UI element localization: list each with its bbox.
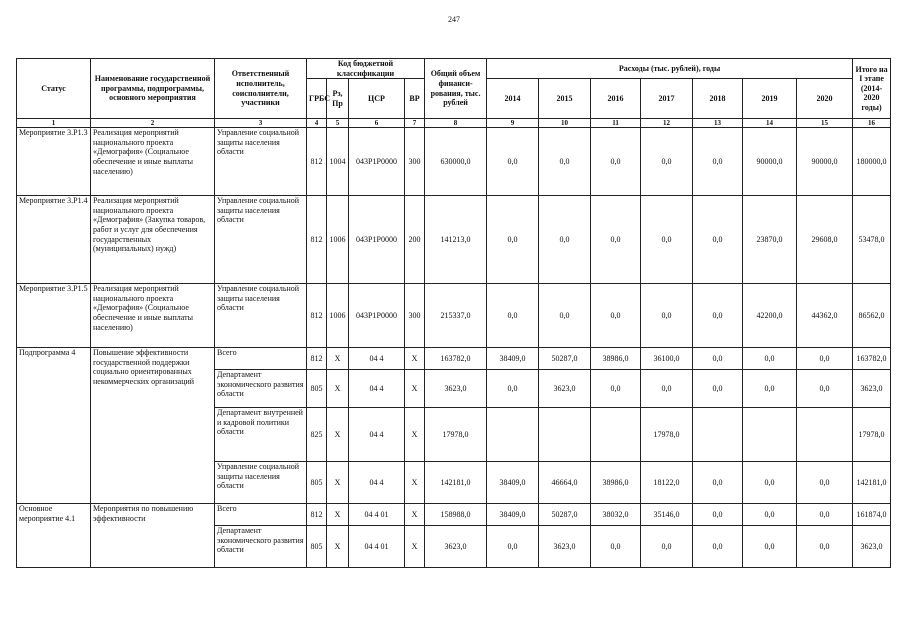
row-year-value: 35146,0 bbox=[641, 504, 693, 526]
row-year-value: 0,0 bbox=[797, 348, 853, 370]
column-number: 13 bbox=[693, 119, 743, 128]
row-csr: 04 4 bbox=[349, 462, 405, 504]
row-stage-total: 142181,0 bbox=[853, 462, 891, 504]
header-grbs: ГРБС bbox=[307, 79, 327, 119]
header-year: 2017 bbox=[641, 79, 693, 119]
row-stage-total: 53478,0 bbox=[853, 196, 891, 284]
column-number: 16 bbox=[853, 119, 891, 128]
row-year-value: 0,0 bbox=[743, 462, 797, 504]
row-year-value: 0,0 bbox=[693, 504, 743, 526]
row-year-value: 36100,0 bbox=[641, 348, 693, 370]
row-year-value: 0,0 bbox=[693, 128, 743, 196]
row-year-value: 0,0 bbox=[693, 196, 743, 284]
row-year-value: 0,0 bbox=[641, 526, 693, 568]
row-total: 630000,0 bbox=[425, 128, 487, 196]
row-csr: 043Р1Р0000 bbox=[349, 128, 405, 196]
row-year-value: 46664,0 bbox=[539, 462, 591, 504]
row-csr: 04 4 bbox=[349, 370, 405, 408]
row-year-value: 38409,0 bbox=[487, 462, 539, 504]
column-number: 3 bbox=[215, 119, 307, 128]
row-year-value bbox=[693, 408, 743, 462]
row-year-value: 0,0 bbox=[641, 128, 693, 196]
column-number: 2 bbox=[91, 119, 215, 128]
row-year-value: 0,0 bbox=[591, 128, 641, 196]
header-status: Статус bbox=[17, 59, 91, 119]
row-total: 3623,0 bbox=[425, 370, 487, 408]
row-year-value: 0,0 bbox=[487, 526, 539, 568]
row-rzpr: 1004 bbox=[327, 128, 349, 196]
row-grbs: 805 bbox=[307, 526, 327, 568]
row-year-value: 0,0 bbox=[693, 526, 743, 568]
row-responsible: Департамент экономического развития области bbox=[215, 526, 307, 568]
row-rzpr: 1006 bbox=[327, 196, 349, 284]
row-year-value: 3623,0 bbox=[539, 370, 591, 408]
row-rzpr: Х bbox=[327, 504, 349, 526]
row-name: Повышение эффективности государственной поддержки социально ориентированных некоммерческих организаций bbox=[91, 348, 215, 504]
row-grbs: 812 bbox=[307, 196, 327, 284]
header-expenses: Расходы (тыс. рублей), годы bbox=[487, 59, 853, 79]
row-year-value: 0,0 bbox=[693, 462, 743, 504]
row-stage-total: 3623,0 bbox=[853, 370, 891, 408]
header-year: 2016 bbox=[591, 79, 641, 119]
row-grbs: 825 bbox=[307, 408, 327, 462]
row-year-value: 0,0 bbox=[693, 348, 743, 370]
row-year-value bbox=[539, 408, 591, 462]
row-vr: Х bbox=[405, 462, 425, 504]
row-total: 141213,0 bbox=[425, 196, 487, 284]
column-number: 10 bbox=[539, 119, 591, 128]
row-year-value: 42200,0 bbox=[743, 284, 797, 348]
row-year-value: 44362,0 bbox=[797, 284, 853, 348]
row-responsible: Департамент внутренней и кадровой политики области bbox=[215, 408, 307, 462]
row-rzpr: 1006 bbox=[327, 284, 349, 348]
row-vr: 300 bbox=[405, 284, 425, 348]
row-year-value: 0,0 bbox=[539, 128, 591, 196]
row-year-value: 0,0 bbox=[743, 370, 797, 408]
table-row bbox=[17, 504, 891, 526]
row-year-value: 0,0 bbox=[743, 504, 797, 526]
row-year-value: 0,0 bbox=[487, 196, 539, 284]
row-rzpr: Х bbox=[327, 408, 349, 462]
row-name: Реализация мероприятий национального проекта «Демография» (Закупка товаров, работ и услуг для обеспечения государственных (муниципальных) нужд) bbox=[91, 196, 215, 284]
row-year-value: 0,0 bbox=[641, 284, 693, 348]
row-grbs: 812 bbox=[307, 504, 327, 526]
row-total: 17978,0 bbox=[425, 408, 487, 462]
row-name: Мероприятия по повышению эффективности bbox=[91, 504, 215, 568]
row-responsible: Всего bbox=[215, 504, 307, 526]
row-responsible: Управление социальной защиты населения области bbox=[215, 128, 307, 196]
row-responsible: Департамент экономического развития области bbox=[215, 370, 307, 408]
row-stage-total: 163782,0 bbox=[853, 348, 891, 370]
row-year-value bbox=[743, 408, 797, 462]
header-year: 2020 bbox=[797, 79, 853, 119]
row-csr: 04 4 01 bbox=[349, 526, 405, 568]
row-vr: Х bbox=[405, 348, 425, 370]
row-year-value: 90000,0 bbox=[743, 128, 797, 196]
row-year-value: 0,0 bbox=[743, 526, 797, 568]
header-year: 2014 bbox=[487, 79, 539, 119]
row-responsible: Всего bbox=[215, 348, 307, 370]
row-vr: Х bbox=[405, 504, 425, 526]
row-year-value: 0,0 bbox=[591, 526, 641, 568]
row-status: Основное мероприятие 4.1 bbox=[17, 504, 91, 568]
row-year-value: 0,0 bbox=[693, 284, 743, 348]
row-year-value: 0,0 bbox=[743, 348, 797, 370]
row-year-value: 38409,0 bbox=[487, 504, 539, 526]
row-stage-total: 180000,0 bbox=[853, 128, 891, 196]
budget-table bbox=[16, 58, 891, 568]
row-rzpr: Х bbox=[327, 370, 349, 408]
row-year-value: 0,0 bbox=[591, 370, 641, 408]
row-stage-total: 3623,0 bbox=[853, 526, 891, 568]
row-name: Реализация мероприятий национального проекта «Демография» (Социальное обеспечение и иные выплаты населению) bbox=[91, 128, 215, 196]
header-year: 2019 bbox=[743, 79, 797, 119]
row-total: 3623,0 bbox=[425, 526, 487, 568]
row-year-value: 0,0 bbox=[539, 284, 591, 348]
row-year-value: 0,0 bbox=[487, 284, 539, 348]
table-row bbox=[17, 128, 891, 196]
row-responsible: Управление социальной защиты населения области bbox=[215, 196, 307, 284]
table-row bbox=[17, 284, 891, 348]
row-total: 163782,0 bbox=[425, 348, 487, 370]
column-number: 6 bbox=[349, 119, 405, 128]
row-stage-total: 17978,0 bbox=[853, 408, 891, 462]
row-year-value: 29608,0 bbox=[797, 196, 853, 284]
row-vr: Х bbox=[405, 526, 425, 568]
row-status: Подпрограмма 4 bbox=[17, 348, 91, 504]
page-number: 247 bbox=[448, 15, 460, 24]
row-rzpr: Х bbox=[327, 462, 349, 504]
header-year: 2015 bbox=[539, 79, 591, 119]
row-year-value: 38409,0 bbox=[487, 348, 539, 370]
column-number: 5 bbox=[327, 119, 349, 128]
table-row bbox=[17, 348, 891, 370]
row-vr: 200 bbox=[405, 196, 425, 284]
row-vr: Х bbox=[405, 370, 425, 408]
column-number: 12 bbox=[641, 119, 693, 128]
row-year-value: 38986,0 bbox=[591, 348, 641, 370]
row-stage-total: 86562,0 bbox=[853, 284, 891, 348]
row-total: 158988,0 bbox=[425, 504, 487, 526]
row-csr: 04 4 01 bbox=[349, 504, 405, 526]
row-year-value: 0,0 bbox=[591, 196, 641, 284]
row-csr: 04 4 bbox=[349, 348, 405, 370]
row-year-value: 0,0 bbox=[797, 370, 853, 408]
row-responsible: Управление социальной защиты населения области bbox=[215, 284, 307, 348]
row-year-value: 0,0 bbox=[591, 284, 641, 348]
column-number: 11 bbox=[591, 119, 641, 128]
row-year-value: 18122,0 bbox=[641, 462, 693, 504]
row-year-value: 0,0 bbox=[797, 462, 853, 504]
row-responsible: Управление социальной защиты населения области bbox=[215, 462, 307, 504]
row-grbs: 812 bbox=[307, 284, 327, 348]
table-row bbox=[17, 196, 891, 284]
header-program-name: Наименование государственной программы, подпрограммы, основного мероприятия bbox=[91, 59, 215, 119]
header-csr: ЦСР bbox=[349, 79, 405, 119]
row-year-value: 0,0 bbox=[641, 370, 693, 408]
column-number: 7 bbox=[405, 119, 425, 128]
row-csr: 043Р1Р0000 bbox=[349, 284, 405, 348]
row-year-value: 0,0 bbox=[487, 128, 539, 196]
row-vr: Х bbox=[405, 408, 425, 462]
column-number: 15 bbox=[797, 119, 853, 128]
row-status: Мероприятие 3.Р1.5 bbox=[17, 284, 91, 348]
header-year: 2018 bbox=[693, 79, 743, 119]
column-number: 9 bbox=[487, 119, 539, 128]
row-year-value: 90000,0 bbox=[797, 128, 853, 196]
row-status: Мероприятие 3.Р1.3 bbox=[17, 128, 91, 196]
row-year-value bbox=[487, 408, 539, 462]
row-grbs: 812 bbox=[307, 128, 327, 196]
row-vr: 300 bbox=[405, 128, 425, 196]
column-number: 8 bbox=[425, 119, 487, 128]
header-stage-total: Итого на I этапе (2014-2020 годы) bbox=[853, 59, 891, 119]
row-year-value: 23870,0 bbox=[743, 196, 797, 284]
row-year-value: 3623,0 bbox=[539, 526, 591, 568]
row-year-value: 0,0 bbox=[487, 370, 539, 408]
row-year-value: 0,0 bbox=[797, 526, 853, 568]
column-numbers-row bbox=[17, 119, 891, 128]
row-rzpr: Х bbox=[327, 348, 349, 370]
row-year-value: 0,0 bbox=[797, 504, 853, 526]
row-total: 215337,0 bbox=[425, 284, 487, 348]
header-responsible: Ответственный исполнитель, соисполнители, участники bbox=[215, 59, 307, 119]
header-rzpr: Рз, Пр bbox=[327, 79, 349, 119]
row-total: 142181,0 bbox=[425, 462, 487, 504]
row-year-value: 38032,0 bbox=[591, 504, 641, 526]
row-year-value: 50287,0 bbox=[539, 348, 591, 370]
row-status: Мероприятие 3.Р1.4 bbox=[17, 196, 91, 284]
row-year-value bbox=[591, 408, 641, 462]
column-number: 1 bbox=[17, 119, 91, 128]
row-year-value: 0,0 bbox=[641, 196, 693, 284]
row-year-value: 50287,0 bbox=[539, 504, 591, 526]
row-csr: 04 4 bbox=[349, 408, 405, 462]
header-vr: ВР bbox=[405, 79, 425, 119]
row-grbs: 805 bbox=[307, 462, 327, 504]
row-year-value bbox=[797, 408, 853, 462]
header-budget-code: Код бюджетной классификации bbox=[307, 59, 425, 79]
row-year-value: 38986,0 bbox=[591, 462, 641, 504]
column-number: 14 bbox=[743, 119, 797, 128]
row-year-value: 0,0 bbox=[539, 196, 591, 284]
row-year-value: 0,0 bbox=[693, 370, 743, 408]
column-number: 4 bbox=[307, 119, 327, 128]
row-year-value: 17978,0 bbox=[641, 408, 693, 462]
header-total-volume: Общий объем финанси-рования, тыс. рублей bbox=[425, 59, 487, 119]
row-grbs: 805 bbox=[307, 370, 327, 408]
row-grbs: 812 bbox=[307, 348, 327, 370]
row-csr: 043Р1Р0000 bbox=[349, 196, 405, 284]
row-stage-total: 161874,0 bbox=[853, 504, 891, 526]
row-name: Реализация мероприятий национального проекта «Демография» (Социальное обеспечение и иные выплаты населению) bbox=[91, 284, 215, 348]
row-rzpr: Х bbox=[327, 526, 349, 568]
